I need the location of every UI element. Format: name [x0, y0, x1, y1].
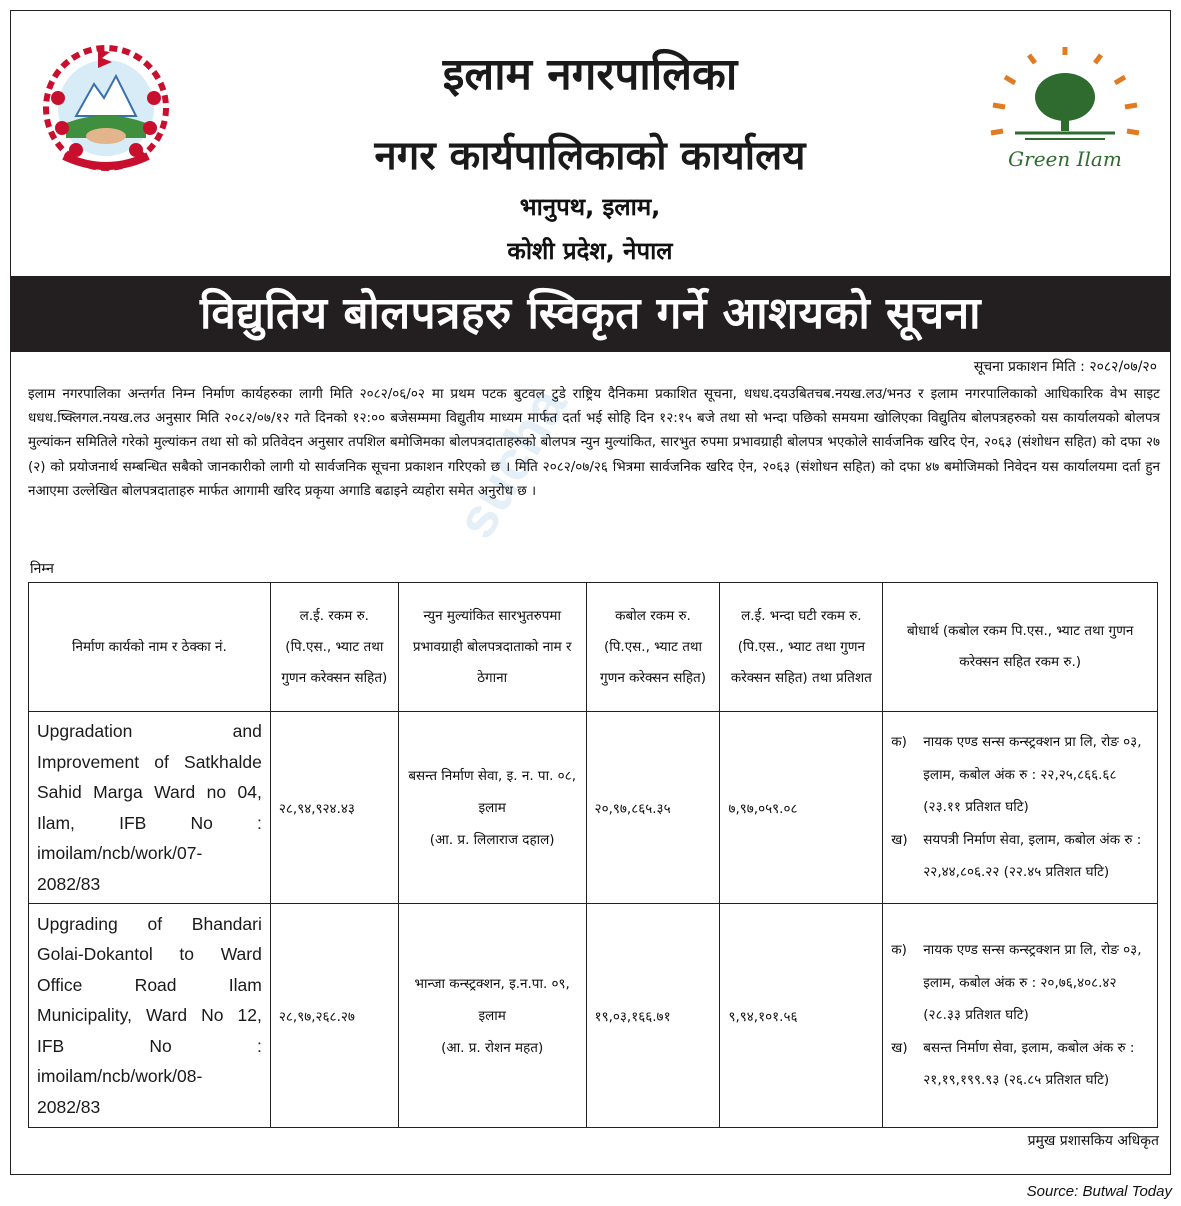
- col-header-notes: बोधार्थ (कबोल रकम पि.एस., भ्याट तथा गुणन करेक्सन सहित रकम रु.): [883, 583, 1158, 712]
- note-text: नायक एण्ड सन्स कन्स्ट्रक्शन प्रा लि, रोङ ०३, इलाम, कबोल अंक रु : २२,२५,८६६.६८ (२३.११ प्रतिशत घटि): [923, 734, 1142, 816]
- note-item: [891, 824, 1149, 889]
- note-item: [891, 726, 1149, 824]
- notice-banner: विद्युतिय बोलपत्रहरु स्विकृत गर्ने आशयको सूचना: [11, 276, 1170, 352]
- bid-amount-cell: २०,९७,८६५.३५: [586, 712, 720, 904]
- note-label: क): [891, 942, 907, 959]
- note-text: नायक एण्ड सन्स कन्स्ट्रक्शन प्रा लि, रोङ ०३, इलाम, कबोल अंक रु : २०,७६,४०८.४२ (२८.३३ प्रतिशत घटि): [923, 942, 1142, 1024]
- publish-date: सूचना प्रकाशन मिति : २०८२/०७/२०: [973, 359, 1157, 375]
- estimate-cell: २८,९४,९२४.४३: [270, 712, 398, 904]
- work-name-cell: Upgrading of Bhandari Golai-Dokantol to Ward Office Road Ilam Municipality, Ward No 12, IFB No : imoilam/ncb/work/08-2082/83: [29, 904, 271, 1128]
- notes-cell: [883, 904, 1158, 1128]
- col-header-estimate: ल.ई. रकम रु. (पि.एस., भ्याट तथा गुणन करेक्सन सहित): [270, 583, 398, 712]
- table-header-row: [29, 583, 1158, 712]
- table-row: [29, 904, 1158, 1128]
- bid-table: [28, 582, 1158, 1128]
- notice-paragraph: इलाम नगरपालिका अन्तर्गत निम्न निर्माण कार्यहरुका लागी मिति २०८२/०६/०२ मा प्रथम पटक बुटवल टुडे राष्ट्रिय दैनिकमा प्रकाशित सूचना, धधध.दयउबितचब.नयख.लउ/भनउ र इलाम नगरपालिकाको आधिकारिक वेभ साइट धधध.ष्क्लिगल.नयख.लउ अनुसार मिति २०८२/०७/१२ गते दिनको १२:०० बजेसम्ममा विद्युतीय माध्यम मार्फत दर्ता भई सोहि दिन १२:१५ बजे तथा सो भन्दा पछिको समयमा खोलिएका विद्युतिय बोलपत्रहरुको यस कार्यालयको बोलपत्र मुल्यांकन समितिले गरेको मुल्यांकन तथा सो को प्रतिवेदन अनुसार तपशिल बमोजिमका बोलपत्रदाताहरुको बोलपत्र न्युन मुल्यांकित, सारभुत रुपमा प्रभावग्राही बोलपत्र भएकोले सार्वजनिक खरिद ऐन, २०६३ (संशोधन सहित) को दफा २७ (२) को प्रयोजनार्थ सम्बन्धित सबैको जानकारीको लागी यो सार्वजनिक सूचना प्रकाशन गरिएको छ । मिति २०८२/०७/२६ भित्रमा सार्वजनिक खरिद ऐन, २०६३ (संशोधन सहित) को दफा ४७ बमोजिमको निवेदन यस कार्यालयमा दर्ता हुन नआएमा उल्लेखित बोलपत्रदाताहरु मार्फत आगामी खरिद प्रकृया अगाडि बढाइने व्यहोरा समेत अनुरोध छ ।: [28, 386, 1160, 499]
- logo-text: Green Ilam: [1008, 147, 1122, 171]
- address-line-2: कोशी प्रदेश, नेपाल: [507, 237, 673, 265]
- notes-cell: [883, 712, 1158, 904]
- bid-amount-cell: १९,०३,१६६.७१: [586, 904, 720, 1128]
- municipality-title: इलाम नगरपालिका: [442, 49, 738, 100]
- col-header-bid-amount: कबोल रकम रु. (पि.एस., भ्याट तथा गुणन करेक्सन सहित): [586, 583, 720, 712]
- watermark: sucha: [443, 376, 579, 549]
- green-ilam-logo: [975, 45, 1155, 175]
- address-line-1: भानुपथ, इलाम,: [519, 193, 661, 221]
- bidder-person: (आ. प्र. लिलाराज दहाल): [429, 831, 555, 848]
- table-row: [29, 712, 1158, 904]
- note-item: [891, 1032, 1149, 1097]
- note-text: बसन्त निर्माण सेवा, इलाम, कबोल अंक रु : २१,१९,१९९.९३ (२६.८५ प्रतिशत घटि): [923, 1039, 1135, 1089]
- note-label: ख): [891, 831, 908, 848]
- list-label: निम्न: [30, 561, 54, 577]
- office-title: नगर कार्यपालिकाको कार्यालय: [374, 133, 806, 179]
- notice-body: [28, 382, 1160, 503]
- bidder-name: भान्जा कन्स्ट्रक्शन, इ.न.पा. ०९, इलाम: [414, 975, 570, 1024]
- bidder-cell: [398, 904, 586, 1128]
- estimate-cell: २८,९७,२६८.२७: [270, 904, 398, 1128]
- work-name-cell: Upgradation and Improvement of Satkhalde Sahid Marga Ward no 04, Ilam, IFB No : imoilam/ncb/work/07-2082/83: [29, 712, 271, 904]
- bidder-name: बसन्त निर्माण सेवा, इ. न. पा. ०८, इलाम: [408, 767, 576, 816]
- saving-cell: ९,९४,१०१.५६: [720, 904, 883, 1128]
- signature: प्रमुख प्रशासकिय अधिकृत: [1027, 1133, 1159, 1149]
- col-header-saving: ल.ई. भन्दा घटी रकम रु. (पि.एस., भ्याट तथा गुणन करेक्सन सहित) तथा प्रतिशत: [720, 583, 883, 712]
- col-header-bidder: न्युन मुल्यांकित सारभुतरुपमा प्रभावग्राही बोलपत्रदाताको नाम र ठेगाना: [398, 583, 586, 712]
- col-header-work: निर्माण कार्यको नाम र ठेक्का नं.: [29, 583, 271, 712]
- tree-sun-icon: [975, 45, 1155, 145]
- nepal-emblem-icon: [36, 38, 176, 178]
- note-item: [891, 934, 1149, 1032]
- bidder-person: (आ. प्र. रोशन महत): [441, 1039, 544, 1056]
- bidder-cell: [398, 712, 586, 904]
- note-label: क): [891, 734, 907, 751]
- note-label: ख): [891, 1039, 908, 1056]
- saving-cell: ७,९७,०५९.०८: [720, 712, 883, 904]
- source-credit: Source: Butwal Today: [1026, 1183, 1172, 1200]
- note-text: सयपत्री निर्माण सेवा, इलाम, कबोल अंक रु : २२,४४,८०६.२२ (२२.४५ प्रतिशत घटि): [923, 831, 1142, 881]
